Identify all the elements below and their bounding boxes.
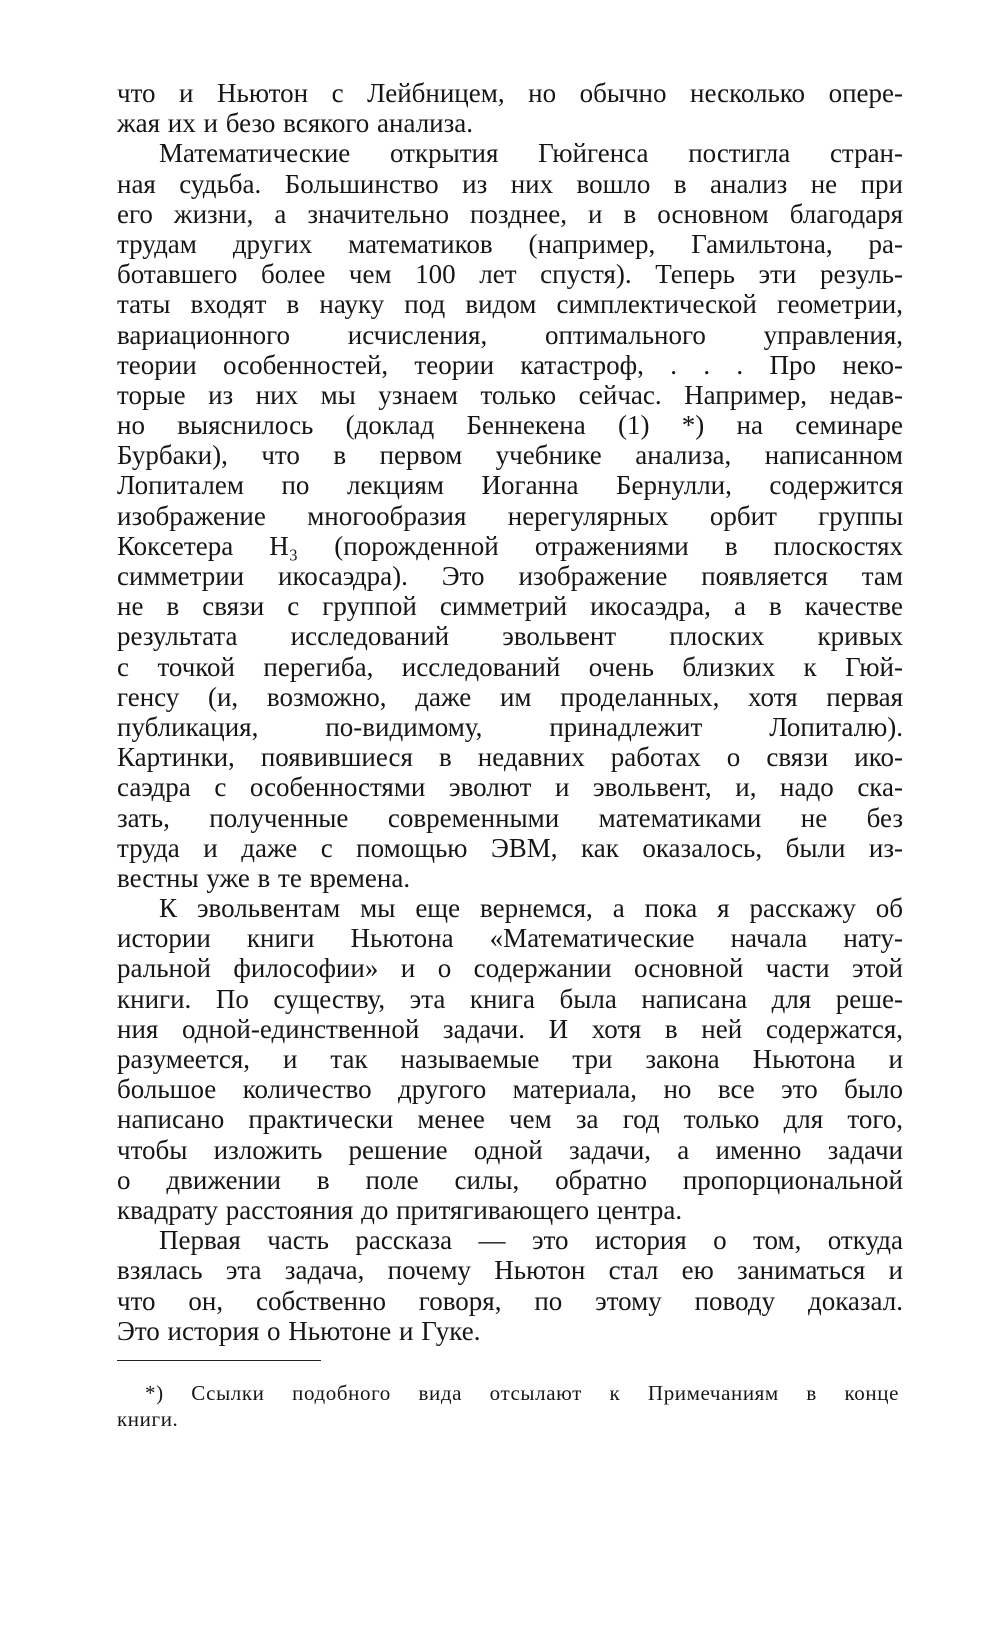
text-line: саэдра с особенностями эволют и эвольвент, и, надо ска-	[117, 772, 903, 803]
text-line: его жизни, а значительно позднее, и в основном благодаря	[117, 198, 903, 229]
text-line: ботавшего более чем 100 лет спустя). Теперь эти резуль-	[117, 259, 903, 290]
text-line: с точкой перегиба, исследований очень близких к Гюй-	[117, 651, 903, 682]
text-line: Математические открытия Гюйгенса постигла стран-	[159, 138, 903, 169]
body-text	[117, 78, 903, 1346]
text-line: Лопиталем по лекциям Иоганна Бернулли, содержится	[117, 470, 903, 501]
footnote-divider	[117, 1360, 321, 1361]
text-line: книги. По существу, эта книга была написана для реше-	[117, 983, 903, 1014]
text-line: изображение многообразия нерегулярных орбит группы	[117, 500, 903, 531]
text-line: что и Ньютон с Лейбницем, но обычно несколько опере-	[117, 78, 903, 108]
footnote-line: *) Ссылки подобного вида отсылают к Примечаниям в конце	[145, 1381, 899, 1405]
text-line: истории книги Ньютона «Математические начала нату-	[117, 923, 903, 954]
text-line: публикация, по-видимому, принадлежит Лопиталю).	[117, 711, 903, 742]
text-line: Бурбаки), что в первом учебнике анализа, написанном	[117, 440, 903, 471]
text-line: симметрии икосаэдра). Это изображение появляется там	[117, 561, 903, 591]
text-line: о движении в поле силы, обратно пропорциональной	[117, 1164, 903, 1195]
text-line: взялась эта задача, почему Ньютон стал ею заниматься и	[117, 1255, 903, 1286]
text-line: К эвольвентам мы еще вернемся, а пока я расскажу об	[159, 893, 903, 924]
text-line: Коксетера H₃ (порожденной отражениями в плоскостях	[117, 530, 903, 561]
text-line: большое количество другого материала, но все это было	[117, 1074, 903, 1105]
paragraph-4	[117, 1225, 903, 1346]
text-line: Картинки, появившиеся в недавних работах о связи ико-	[117, 742, 903, 773]
footnote	[117, 1380, 899, 1432]
text-line: Это история о Ньютоне и Гуке.	[117, 1315, 481, 1346]
text-line: трудам других математиков (например, Гамильтона, ра-	[117, 228, 903, 259]
text-line: ная судьба. Большинство из них вошло в анализ не при	[117, 168, 903, 199]
text-line: не в связи с группой симметрий икосаэдра, а в качестве	[117, 591, 903, 622]
text-line: результата исследований эвольвент плоских кривых	[117, 621, 903, 652]
text-line: квадрату расстояния до притягивающего центра.	[117, 1194, 683, 1225]
paragraph-2	[117, 138, 903, 893]
paragraph-1	[117, 78, 903, 138]
text-line: теории особенностей, теории катастроф, . . . Про неко-	[117, 349, 903, 380]
text-line: генсу (и, возможно, даже им проделанных, хотя первая	[117, 681, 903, 712]
text-line: труда и даже с помощью ЭВМ, как оказалось, были из-	[117, 832, 903, 863]
footnote-line: книги.	[117, 1407, 179, 1431]
text-line: жая их и безо всякого анализа.	[117, 108, 474, 139]
text-line: разумеется, и так называемые три закона Ньютона и	[117, 1044, 903, 1074]
text-line: но выяснилось (доклад Беннекена (1) *) на семинаре	[117, 410, 903, 441]
text-line: ния одной-единственной задачи. И хотя в ней содержатся,	[117, 1013, 903, 1044]
text-line: зать, полученные современными математиками не без	[117, 802, 903, 833]
text-line: таты входят в науку под видом симплектической геометрии,	[117, 289, 903, 320]
text-line: вестны уже в те времена.	[117, 862, 411, 893]
text-line: торые из них мы узнаем только сейчас. Например, недав-	[117, 379, 903, 410]
text-line: вариационного исчисления, оптимального управления,	[117, 319, 903, 350]
paragraph-3	[117, 893, 903, 1225]
text-line: чтобы изложить решение одной задачи, а именно задачи	[117, 1134, 903, 1165]
text-line: что он, собственно говоря, по этому поводу доказал.	[117, 1285, 903, 1316]
text-line: ральной философии» и о содержании основной части этой	[117, 953, 903, 984]
text-line: Первая часть рассказа — это история о том, откуда	[159, 1225, 903, 1256]
text-line: написано практически менее чем за год только для того,	[117, 1104, 903, 1135]
